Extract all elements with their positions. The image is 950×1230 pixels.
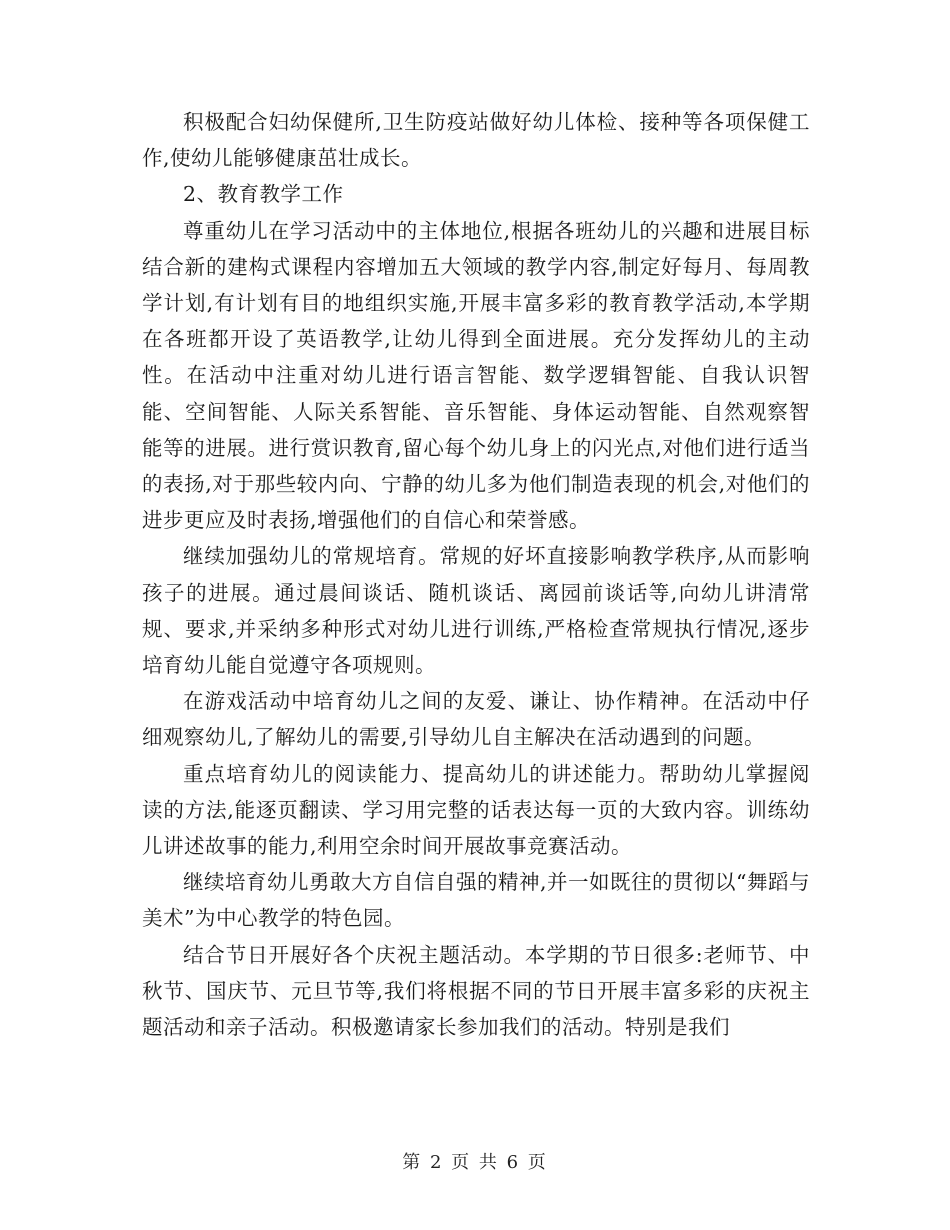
paragraph-health-cooperation: 积极配合妇幼保健所,卫生防疫站做好幼儿体检、接种等各项保健工作,使幼儿能够健康茁壮成长。	[142, 110, 810, 171]
footer-prefix: 第	[402, 1152, 423, 1173]
section-heading-education: 2、教育教学工作	[183, 182, 344, 207]
paragraph-confidence-spirit: 继续培育幼儿勇敢大方自信自强的精神,并一如既往的贯彻以“舞蹈与美术”为中心教学的特色园。	[142, 870, 810, 931]
footer-middle: 页 共	[451, 1152, 499, 1173]
page-footer	[0, 1148, 950, 1174]
paragraph-routine-training: 继续加强幼儿的常规培育。常规的好坏直接影响教学秩序,从而影响孩子的进展。通过晨间谈话、随机谈话、离园前谈话等,向幼儿讲清常规、要求,并采纳多种形式对幼儿进行训练,严格检查常规执行情况,逐步培育幼儿能自觉遵守各项规则。	[142, 544, 810, 678]
footer-current-page: 2	[429, 1152, 444, 1173]
document-body	[142, 104, 810, 1045]
paragraph-game-activities: 在游戏活动中培育幼儿之间的友爱、谦让、协作精神。在活动中仔细观察幼儿,了解幼儿的需要,引导幼儿自主解决在活动遇到的问题。	[142, 689, 810, 750]
footer-total-pages: 6	[506, 1152, 521, 1173]
paragraph-festival-activities: 结合节日开展好各个庆祝主题活动。本学期的节日很多:老师节、中秋节、国庆节、元旦节等,我们将根据不同的节日开展丰富多彩的庆祝主题活动和亲子活动。积极邀请家长参加我们的活动。特别是我们	[142, 942, 810, 1040]
footer-suffix: 页	[527, 1152, 548, 1173]
paragraph-reading-ability: 重点培育幼儿的阅读能力、提高幼儿的讲述能力。帮助幼儿掌握阅读的方法,能逐页翻读、学习用完整的话表达每一页的大致内容。训练幼儿讲述故事的能力,利用空余时间开展故事竞赛活动。	[142, 761, 810, 859]
paragraph-respect-children: 尊重幼儿在学习活动中的主体地位,根据各班幼儿的兴趣和进展目标结合新的建构式课程内容增加五大领域的教学内容,制定好每月、每周教学计划,有计划有目的地组织实施,开展丰富多彩的教育教学活动,本学期在各班都开设了英语教学,让幼儿得到全面进展。充分发挥幼儿的主动性。在活动中注重对幼儿进行语言智能、数学逻辑智能、自我认识智能、空间智能、人际关系智能、音乐智能、身体运动智能、自然观察智能等的进展。进行赏识教育,留心每个幼儿身上的闪光点,对他们进行适当的表扬,对于那些较内向、宁静的幼儿多为他们制造表现的机会,对他们的进步更应及时表扬,增强他们的自信心和荣誉感。	[142, 218, 810, 533]
